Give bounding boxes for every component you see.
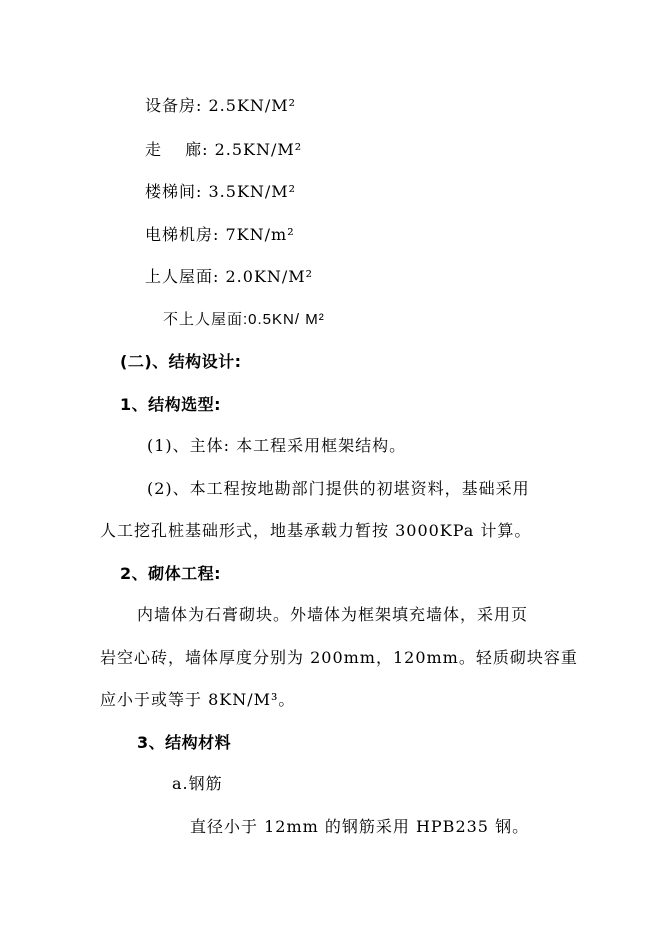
subsection-1-heading: 1、结构选型: — [120, 395, 222, 414]
load-accessible-roof — [145, 266, 313, 288]
paragraph-main-structure: (1)、主体: 本工程采用框架结构。 — [147, 436, 407, 455]
load-label: 上人屋面: — [145, 267, 220, 286]
load-equipment-room — [145, 95, 296, 117]
subsection-2-heading: 2、砌体工程: — [120, 564, 222, 583]
load-elevator-room — [145, 224, 295, 246]
load-stairwell — [145, 181, 296, 203]
paragraph-masonry-line-2: 岩空心砖，墙体厚度分别为 200mm，120mm。轻质砌块容重 — [100, 648, 578, 667]
paragraph-masonry-line-1: 内墙体为石膏砌块。外墙体为框架填充墙体，采用页 — [137, 605, 529, 624]
paragraph-rebar-spec: 直径小于 12mm 的钢筋采用 HPB235 钢。 — [190, 817, 530, 836]
load-label: 设备房: — [145, 96, 203, 115]
load-label: 电梯机房: — [145, 225, 220, 244]
paragraph-foundation-line-1: (2)、本工程按地勘部门提供的初堪资料，基础采用 — [147, 479, 530, 498]
load-value: 2.5KN/M² — [208, 96, 297, 115]
section-2-heading: (二)、结构设计: — [120, 352, 242, 371]
load-value: 2.5KN/M² — [214, 140, 303, 159]
load-label: 不上人屋面: — [163, 311, 249, 328]
paragraph-masonry-line-3: 应小于或等于 8KN/M³。 — [100, 690, 296, 709]
paragraph-foundation-line-2: 人工挖孔桩基础形式，地基承载力暂按 3000KPa 计算。 — [100, 521, 532, 540]
load-value: 2.0KN/M² — [225, 267, 314, 286]
load-corridor — [145, 139, 302, 161]
subsection-3-heading: 3、结构材料 — [137, 733, 232, 752]
load-value: 0.5KN/ M² — [248, 311, 325, 328]
item-a-rebar: a.钢筋 — [172, 774, 223, 793]
load-label: 走 廊: — [145, 140, 209, 159]
load-value: 3.5KN/M² — [208, 182, 297, 201]
load-value: 7KN/m² — [225, 225, 295, 244]
load-inaccessible-roof — [163, 309, 325, 331]
load-label: 楼梯间: — [145, 182, 203, 201]
